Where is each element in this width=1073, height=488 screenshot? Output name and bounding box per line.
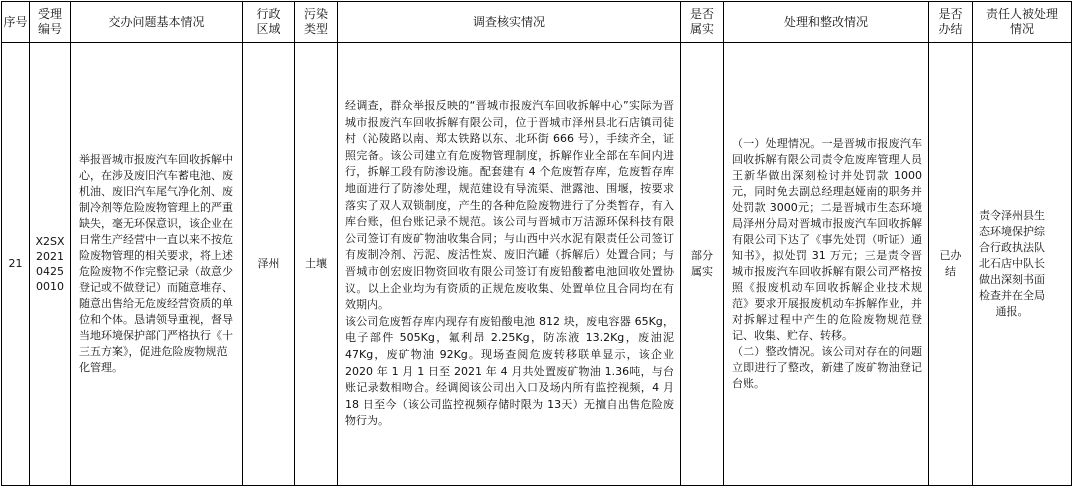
verification-paragraph-2: 该公司危废暂存库内现存有废铅酸电池 812 块，废电容器 65Kg，电子部件 505Kg，氟利昂 2.25Kg，防冻液 13.2Kg，废油泥 47Kg，废矿物油 92Kg。现场查阅危废转移联单显示，该企业 2020 年 1 月 1 日至 2021 年 4 月共处置废矿物油 1.36吨，与台账记录数相吻合。经调阅该公司出入口及场内所有监控视频，4 月 18 日至今（该公司监控视频存储时限为 13天）无擅自出售危险废物行为。 bbox=[345, 314, 674, 428]
header-closed: 是否办结 bbox=[929, 2, 973, 43]
header-row bbox=[2, 2, 1072, 43]
header-region: 行政区域 bbox=[243, 2, 295, 43]
cell-verification bbox=[338, 43, 681, 486]
cell-seq: 21 bbox=[2, 43, 30, 486]
header-accountability: 责任人被处理情况 bbox=[973, 2, 1072, 43]
header-is-true: 是否属实 bbox=[681, 2, 724, 43]
verification-paragraph-1: 经调查，群众举报反映的“晋城市报废汽车回收拆解中心”实际为晋城市报废汽车回收拆解有限公司，位于晋城市泽州县北石店镇司徒村（沁陵路以南、郑太铁路以东、北环街 666 号），手续齐全，证照完备。该公司建立有危废物管理制度，拆解作业全部在车间内进行，拆解工段有防渗设施。配套建有 4 个危废暂存库，危废暂存库地面进行了防渗处理，规范建设有导流渠、泄露池、围堰，按要求落实了双人双锁制度，产生的各种危险废物进行了分类暂存，有入库台账，但台账记录不规范。该公司与晋城市万洁源环保科技有限公司签订有废矿物油收集合同；与山西中兴水泥有限责任公司签订有废制冷剂、污泥、废活性炭、废旧汽罐（拆解后）处置合同；与晋城市创宏废旧物资回收有限公司签订有废铅酸蓄电池回收处置协议。以上企业均为有资质的正规危废收集、处置单位且合同均在有效期内。 bbox=[345, 99, 674, 312]
table-row bbox=[2, 43, 1072, 486]
cell-closed: 已办结 bbox=[929, 43, 973, 486]
header-handling: 处理和整改情况 bbox=[724, 2, 929, 43]
handling-paragraph-1: （一）处理情况。一是晋城市报废汽车回收拆解有限公司责令危废库管理人员王新华做出深刻检讨并处罚款 1000 元，同时免去副总经理赵娅南的职务并处罚款 3000元；二是晋城市生态环境局泽州分局对晋城市报废汽车回收拆解有限公司下达了《事先处罚（听证）通知书》，拟处罚 31 万元；三是责令晋城市报废汽车回收拆解有限公司严格按照《报废机动车回收拆解企业技术规范》要求开展报废机动车拆解作业，并对拆解过程中产生的危险废物规范登记、收集、贮存、转移。 bbox=[732, 137, 922, 342]
header-case-no: 受理编号 bbox=[30, 2, 71, 43]
header-pollution: 污染类型 bbox=[295, 2, 338, 43]
cell-pollution: 土壤 bbox=[295, 43, 338, 486]
cell-problem: 举报晋城市报废汽车回收拆解中心，在涉及废旧汽车蓄电池、废机油、废旧汽车尾气净化剂、废制冷剂等危险废物管理上的严重缺失，毫无环保意识，该企业在日常生产经营中一直以来不按危险废物管理的相关要求，将上述危险废物不作完整记录（故意少登记或不做登记）而随意堆存、随意出售给无危废经营资质的单位和个体。恳请领导重视，督导当地环境保护部门严格执行《十三五方案》，促进危险废物规范化管理。 bbox=[71, 43, 243, 486]
petition-table bbox=[1, 1, 1072, 486]
cell-is-true: 部分属实 bbox=[681, 43, 724, 486]
cell-region: 泽州 bbox=[243, 43, 295, 486]
header-problem: 交办问题基本情况 bbox=[71, 2, 243, 43]
cell-accountability: 责令泽州县生态环境保护综合行政执法队北石店中队长做出深刻书面检查并在全局通报。 bbox=[973, 43, 1072, 486]
header-verification: 调查核实情况 bbox=[338, 2, 681, 43]
cell-handling bbox=[724, 43, 929, 486]
cell-case-no: X2SX20210425 0010 bbox=[30, 43, 71, 486]
handling-paragraph-2: （二）整改情况。该公司对存在的问题立即进行了整改，新建了废矿物油登记台账。 bbox=[732, 345, 922, 390]
header-seq: 序号 bbox=[2, 2, 30, 43]
